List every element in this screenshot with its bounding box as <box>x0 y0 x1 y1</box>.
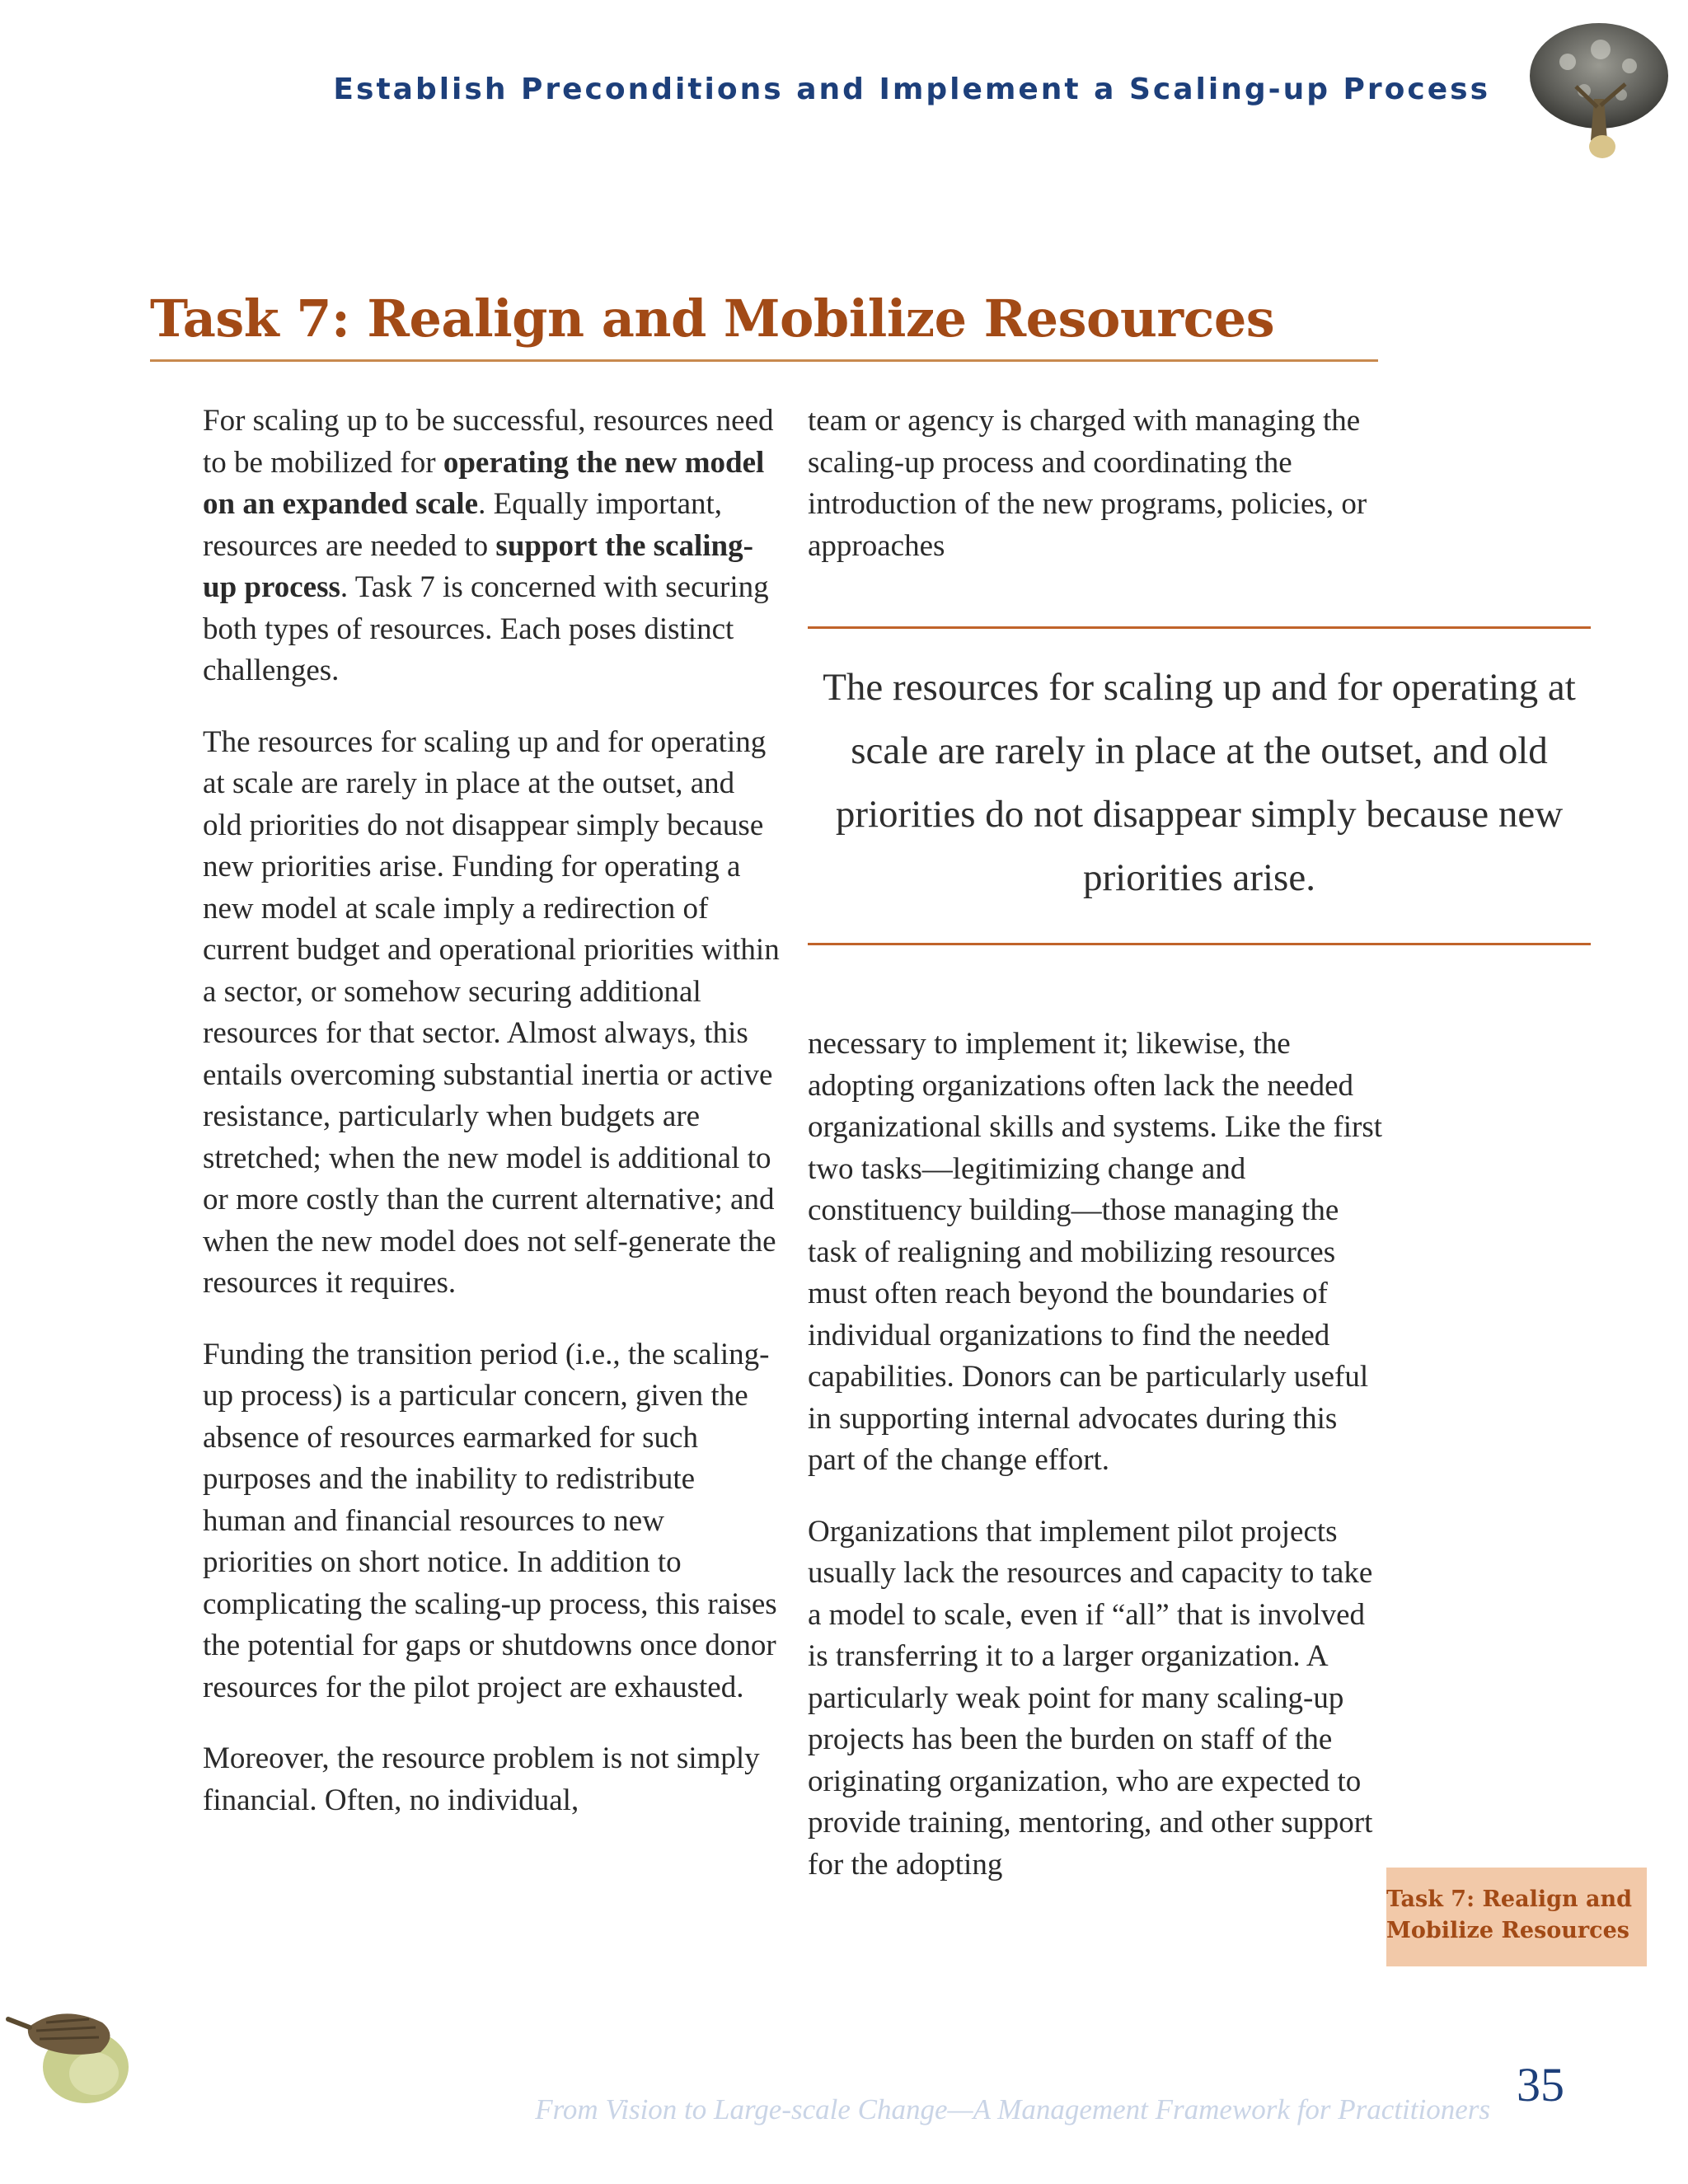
task-title: Task 7: Realign and Mobilize Resources <box>150 288 1275 349</box>
side-tab-line-2: Mobilize Resources <box>1386 1918 1629 1943</box>
pull-quote-bottom-rule <box>808 943 1591 945</box>
left-paragraph-1: For scaling up to be successful, resources need to be mobilized for operating the new model on an expanded scale. Equally important, resources are needed to support the scaling-up process. Task 7 is concerned with securing both types of resources. Each poses distinct challenges. <box>203 404 774 687</box>
acorn-icon <box>3 1994 143 2110</box>
page-number: 35 <box>1517 2058 1564 2111</box>
side-tab-line-1: Task 7: Realign and <box>1386 1886 1633 1912</box>
left-column <box>203 401 780 1851</box>
pull-quote: The resources for scaling up and for operating at scale are rarely in place at the outset, and old priorities do not disappear simply because new priorities arise. <box>823 666 1576 899</box>
right-paragraph-2: Organizations that implement pilot projects usually lack the resources and capacity to take a model to scale, even if “all” that is involved is transferring it to a larger organization. A particularly weak point for many scaling-up projects has been the burden on staff of the originating organization, who are expected to provide training, mentoring, and other support for the adopting <box>808 1514 1373 1882</box>
left-paragraph-3: Funding the transition period (i.e., the scaling-up process) is a particular concern, given the absence of resources earmarked for such purposes and the inability to redistribute human and financial resources to new priorities on short notice. In addition to complicating the scaling-up process, this raises the potential for gaps or shutdowns once donor resources for the pilot project are exhausted. <box>203 1337 777 1704</box>
left-paragraph-4: Moreover, the resource problem is not simply financial. Often, no individual, <box>203 1741 760 1817</box>
side-tab[interactable] <box>1386 1868 1647 1966</box>
title-rule <box>150 359 1378 362</box>
left-paragraph-2: The resources for scaling up and for operating at scale are rarely in place at the outset, and old priorities do not disappear simply because new priorities arise. Funding for operating a new model at scale imply a redirection of current budget and operational priorities within a sector, or somehow securing additional resources for that sector. Almost always, this entails overcoming substantial inertia or active resistance, particularly when budgets are stretched; when the new model is additional to or more costly than the current alternative; and when the new model does not self-generate the resources it requires. <box>203 724 780 1300</box>
running-header: Establish Preconditions and Implement a Scaling-up Process <box>333 73 1490 106</box>
footer-title: From Vision to Large-scale Change—A Management Framework for Practitioners <box>535 2093 1490 2125</box>
right-column-bottom <box>808 1024 1385 1915</box>
pull-quote-top-rule <box>808 626 1591 629</box>
tree-icon <box>1526 16 1672 162</box>
right-top-paragraph: team or agency is charged with managing the scaling-up process and coordinating the introduction of the new programs, policies, or approaches <box>808 404 1367 563</box>
right-paragraph-1: necessary to implement it; likewise, the adopting organizations often lack the needed organizational skills and systems. Like the first two tasks—legitimizing change and constituency building—those managing the task of realigning and mobilizing resources must often reach beyond the boundaries of individual organizations to find the needed capabilities. Donors can be particularly useful in supporting internal advocates during this part of the change effort. <box>808 1027 1383 1477</box>
right-column-top <box>808 401 1385 597</box>
